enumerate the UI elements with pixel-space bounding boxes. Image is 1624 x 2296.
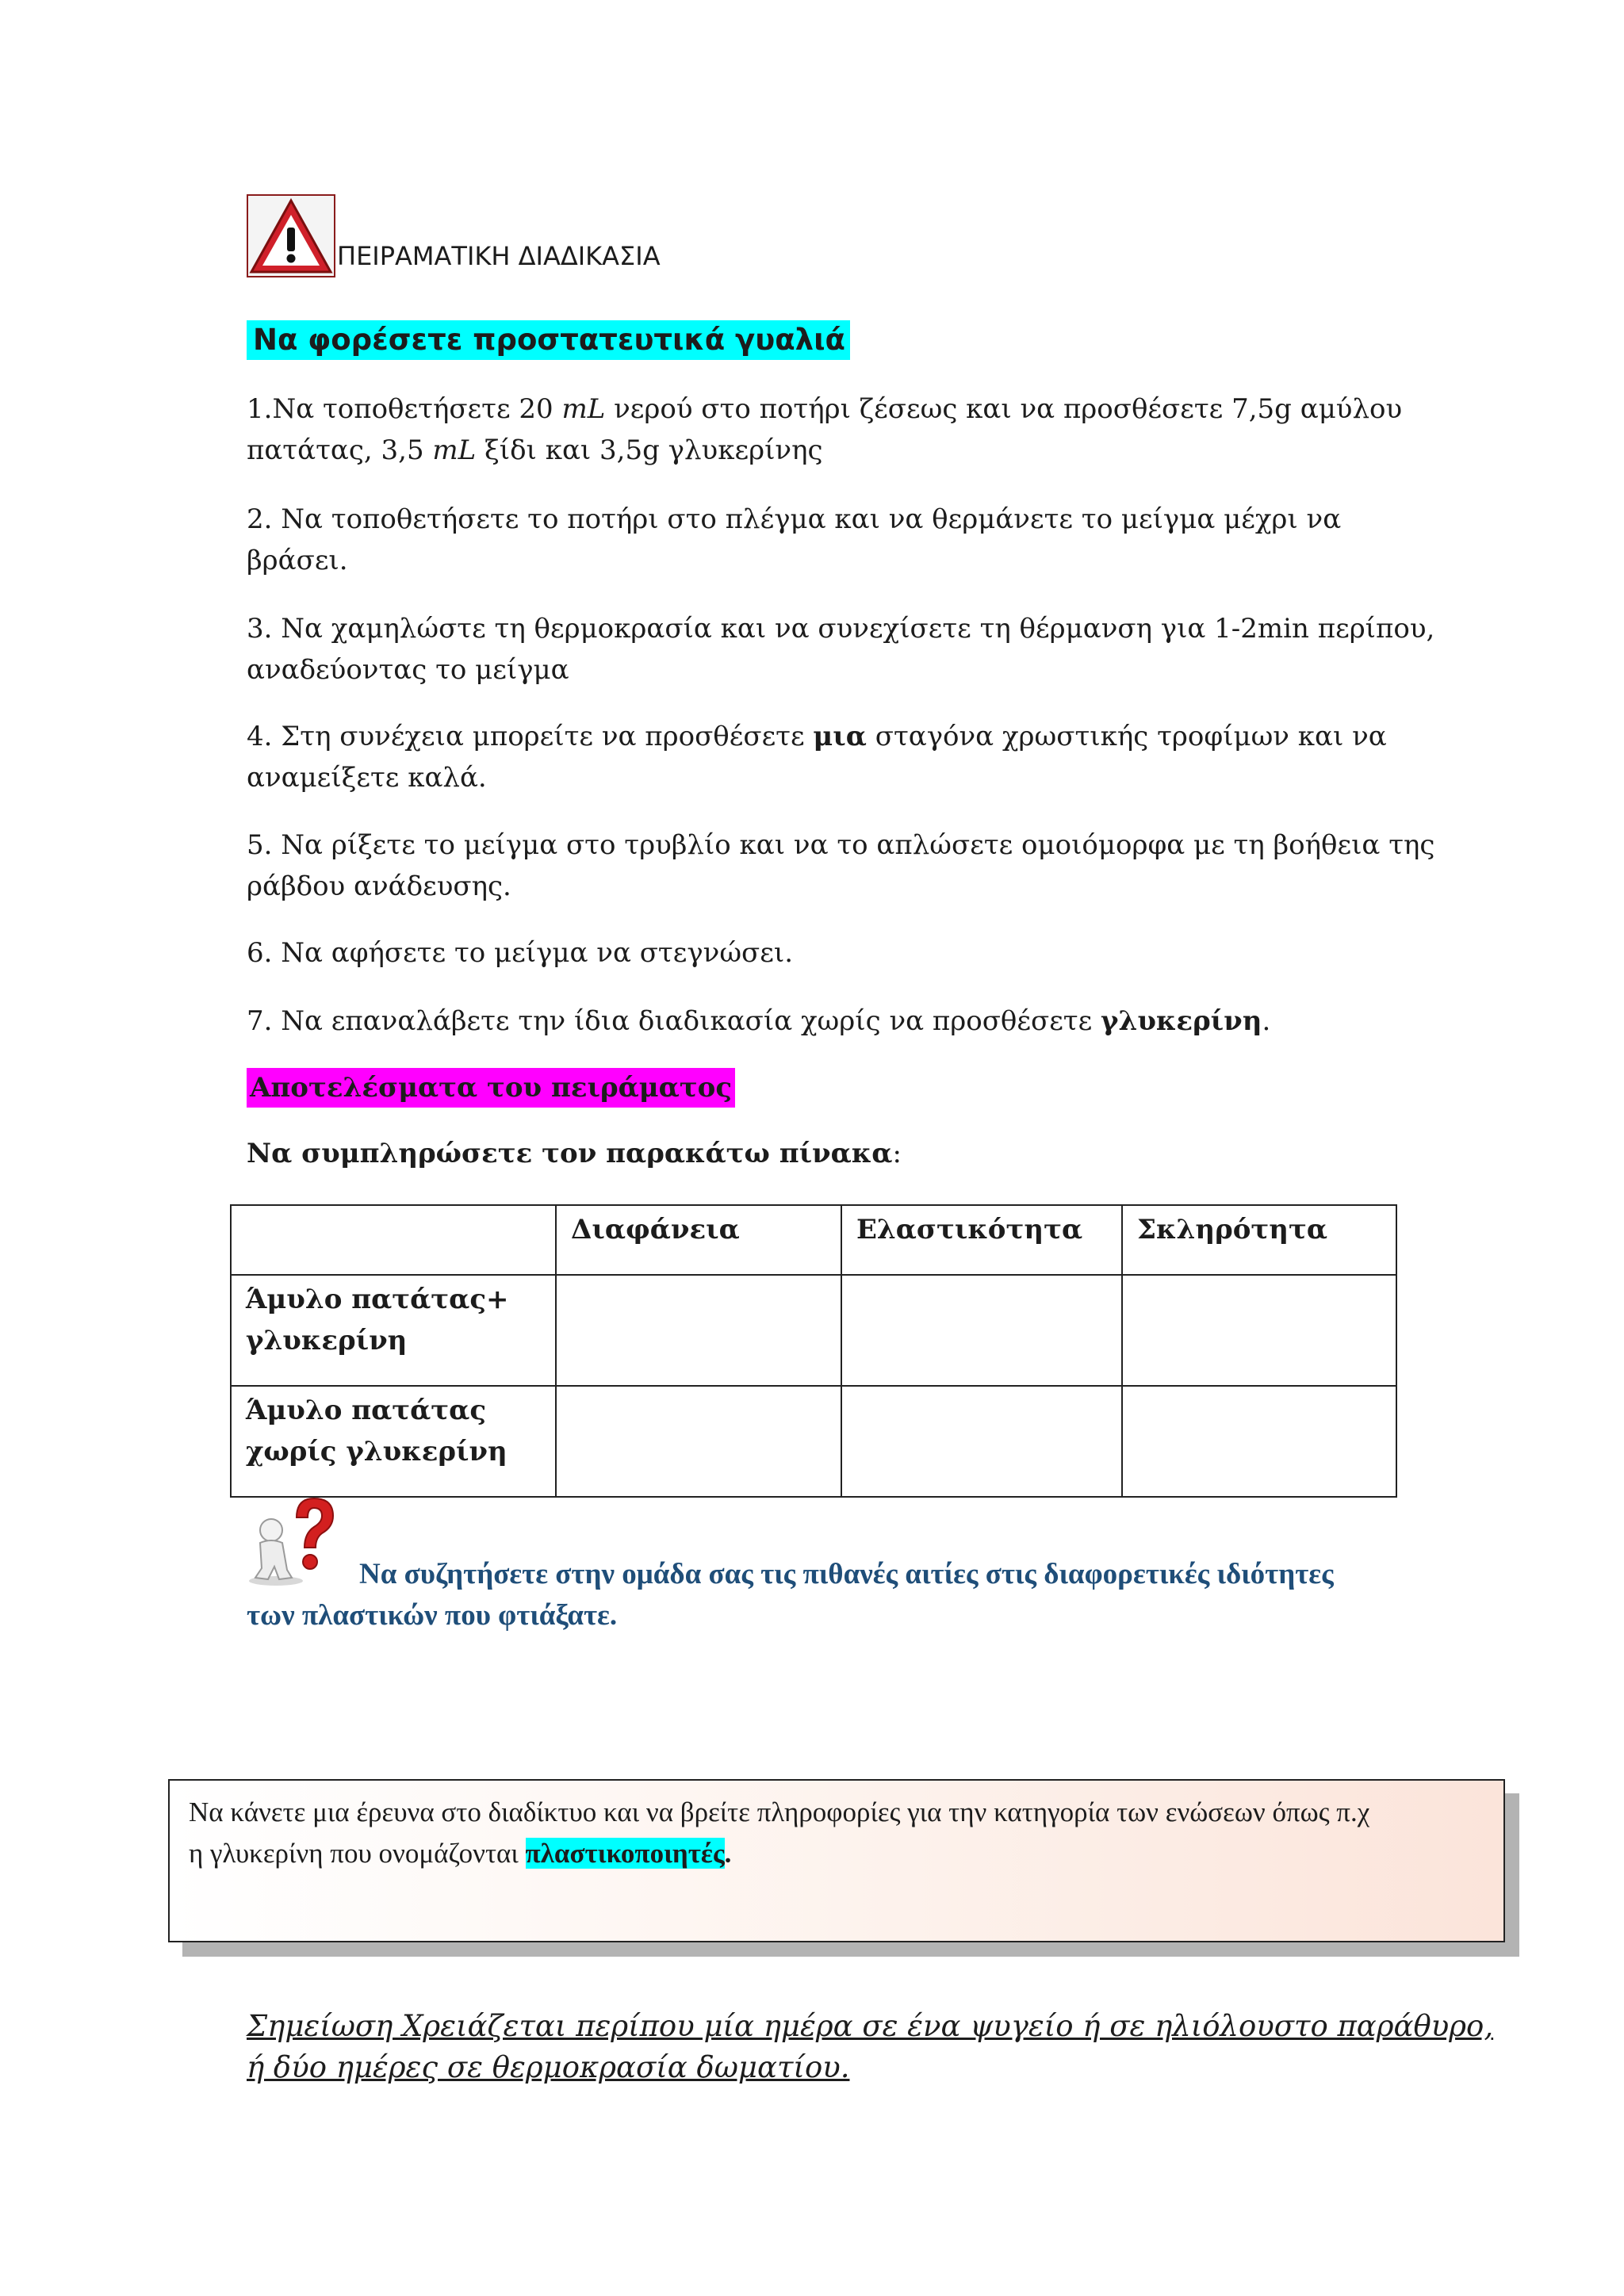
table-cell-input[interactable] bbox=[556, 1275, 841, 1386]
row-label: Άμυλο πατάτας+ γλυκερίνη bbox=[231, 1275, 556, 1386]
row-label: Άμυλο πατάτας χωρίς γλυκερίνη bbox=[231, 1386, 556, 1497]
step-5-line-1: 5. Να ρίξετε το μείγμα στο τρυβλίο και να το απλώσετε ομοιόμορφα με τη βοήθεια της bbox=[247, 829, 1435, 861]
results-heading: Αποτελέσματα του πειράματος bbox=[247, 1068, 735, 1108]
table-cell-input[interactable] bbox=[841, 1386, 1122, 1497]
table-row bbox=[231, 1275, 1396, 1386]
discussion-prompt: Να συζητήσετε στην ομάδα σας τις πιθανές αιτίες στις διαφορετικές ιδιότητες των πλαστικών που φτιάξατε. bbox=[247, 1558, 1334, 1632]
step-1-line-2: πατάτας, 3,5 mL ξίδι και 3,5g γλυκερίνης bbox=[247, 434, 823, 466]
step-5-line-2: ράβδου ανάδευσης. bbox=[247, 871, 511, 902]
step-4-line-1: 4. Στη συνέχεια μπορείτε να προσθέσετε μια σταγόνα χρωστικής τροφίμων και να bbox=[247, 721, 1387, 752]
drying-note: Σημείωση Χρειάζεται περίπου μία ημέρα σε ένα ψυγείο ή σε ηλιόλουστο παράθυρο, ή δύο ημέρες σε θερμοκρασία δωματίου. bbox=[247, 2009, 1494, 2084]
table-header-empty bbox=[231, 1205, 556, 1275]
table-header-transparency: Διαφάνεια bbox=[556, 1205, 841, 1275]
safety-note: Να φορέσετε προστατευτικά γυαλιά bbox=[247, 320, 850, 360]
table-cell-input[interactable] bbox=[556, 1386, 841, 1497]
research-task-box bbox=[168, 1779, 1505, 1942]
step-1-line-1: 1.Να τοποθετήσετε 20 mL νερού στο ποτήρι ζέσεως και να προσθέσετε 7,5g αμύλου bbox=[247, 393, 1403, 425]
step-6: 6. Να αφήσετε το μείγμα να στεγνώσει. bbox=[247, 937, 794, 969]
step-3-line-2: αναδεύοντας το μείγμα bbox=[247, 654, 569, 686]
page-title: ΠΕΙΡΑΜΑΤΙΚΗ ΔΙΑΔΙΚΑΣΙΑ bbox=[337, 241, 661, 271]
plasticizers-term: πλαστικοποιητές bbox=[525, 1838, 725, 1869]
step-3-line-1: 3. Να χαμηλώστε τη θερμοκρασία και να συνεχίσετε τη θέρμανση για 1-2min περίπου, bbox=[247, 613, 1435, 645]
results-table bbox=[230, 1204, 1397, 1498]
table-header-hardness: Σκληρότητα bbox=[1122, 1205, 1396, 1275]
table-header-row bbox=[231, 1205, 1396, 1275]
warning-triangle-icon bbox=[247, 194, 335, 277]
step-2-line-1: 2. Να τοποθετήσετε το ποτήρι στο πλέγμα και να θερμάνετε το μείγμα μέχρι να bbox=[247, 503, 1342, 535]
table-row bbox=[231, 1386, 1396, 1497]
table-cell-input[interactable] bbox=[1122, 1386, 1396, 1497]
table-cell-input[interactable] bbox=[1122, 1275, 1396, 1386]
table-instruction: Να συμπληρώσετε τον παρακάτω πίνακα: bbox=[247, 1138, 902, 1169]
step-4-line-2: αναμείξετε καλά. bbox=[247, 762, 487, 794]
table-cell-input[interactable] bbox=[841, 1275, 1122, 1386]
research-task-text: Να κάνετε μια έρευνα στο διαδίκτυο και να βρείτε πληροφορίες για την κατηγορία των ενώσεων όπως π.χ η γλυκερίνη που ονομάζονται πλαστικοποιητές. bbox=[189, 1797, 1370, 1869]
step-7: 7. Να επαναλάβετε την ίδια διαδικασία χωρίς να προσθέσετε γλυκερίνη. bbox=[247, 1005, 1271, 1037]
section-header bbox=[247, 194, 661, 277]
step-2-line-2: βράσει. bbox=[247, 545, 348, 576]
table-header-elasticity: Ελαστικότητα bbox=[841, 1205, 1122, 1275]
